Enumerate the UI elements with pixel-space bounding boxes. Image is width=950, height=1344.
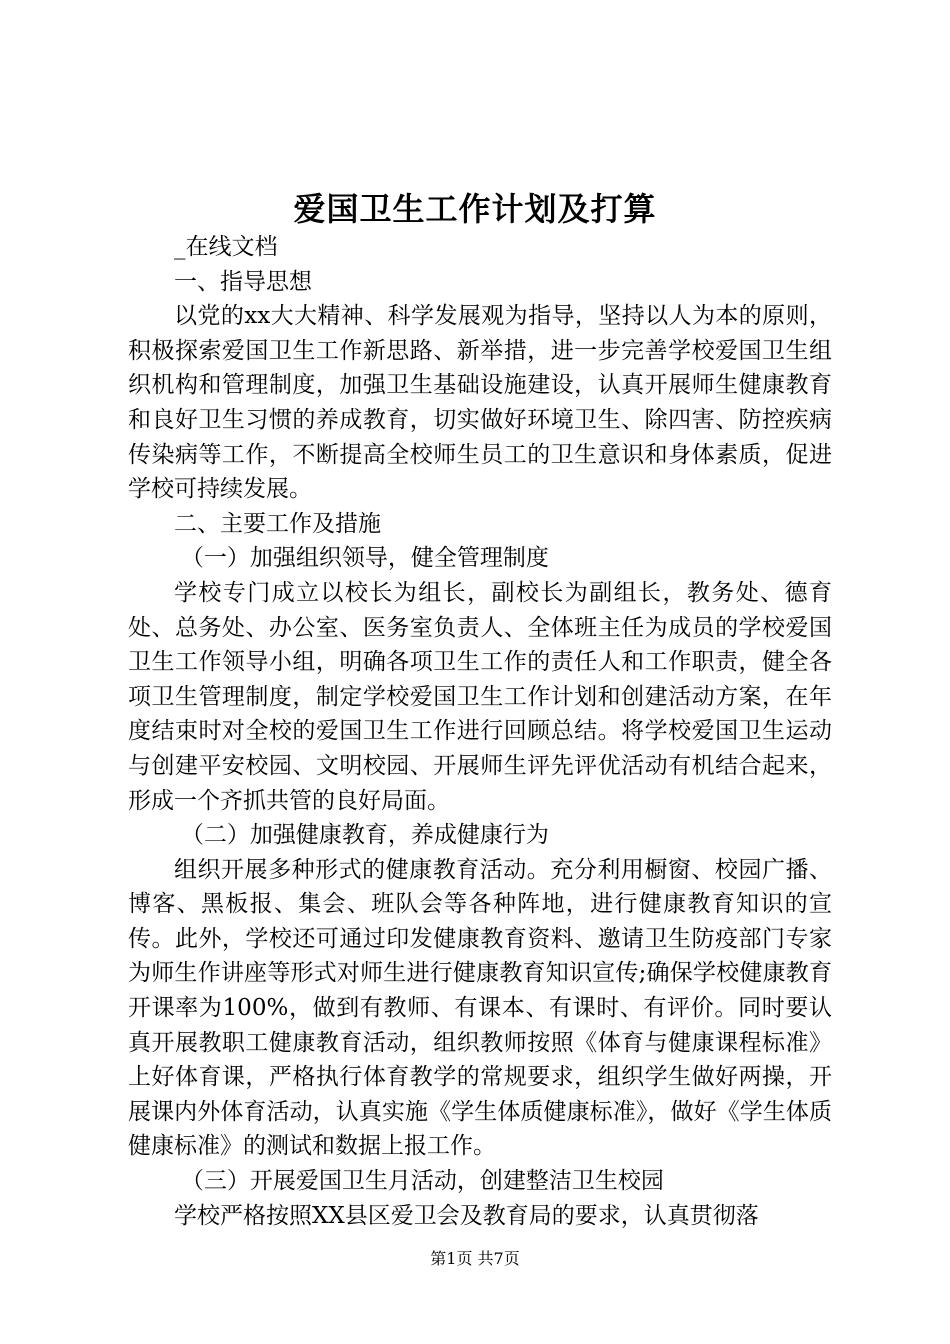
paragraph-health-education: 组织开展多种形式的健康教育活动。充分利用橱窗、校园广播、博客、黑板报、集会、班队会等各种阵地，进行健康教育知识的宣传。此外，学校还可通过印发健康教育资料、邀请卫生防疫部门专家为师生作讲座等形式对师生进行健康教育知识宣传;确保学校健康教育开课率为100%，做到有教师、有课本、有课时、有评价。同时要认真开展教职工健康教育活动，组织教师按照《体育与健康课程标准》上好体育课，严格执行体育教学的常规要求，组织学生做好两操，开展课内外体育活动，认真实施《学生体质健康标准》，做好《学生体质健康标准》的测试和数据上报工作。 [128,856,832,1160]
document-body [128,230,832,1233]
paragraph-guiding-thought: 以党的xx大大精神、科学发展观为指导，坚持以人为本的原则，积极探索爱国卫生工作新思路、新举措，进一步完善学校爱国卫生组织机构和管理制度，加强卫生基础设施建设，认真开展师生健康教育和良好卫生习惯的养成教育，切实做好环境卫生、除四害、防控疾病传染病等工作，不断提高全校师生员工的卫生意识和身体素质，促进学校可持续发展。 [128,303,832,503]
section-heading-2: 二、主要工作及措施 [174,510,381,537]
paragraph-organization: 学校专门成立以校长为组长，副校长为副组长，教务处、德育处、总务处、办公室、医务室负责人、全体班主任为成员的学校爱国卫生工作领导小组，明确各项卫生工作的责任人和工作职责，健全各项卫生管理制度，制定学校爱国卫生工作计划和创建活动方案，在年度结束时对全校的爱国卫生工作进行回顾总结。将学校爱国卫生运动与创建平安校园、文明校园、开展师生评先评优活动有机结合起来，形成一个齐抓共管的良好局面。 [128,579,832,814]
document-title: 爱国卫生工作计划及打算 [293,190,657,228]
section-heading-1: 一、指导思想 [174,268,312,295]
paragraph-hygiene-month: 学校严格按照XX县区爱卫会及教育局的要求，认真贯彻落 [174,1202,759,1229]
page-footer: 第1页 共7页 [430,1249,520,1268]
source-note: _在线文档 [174,234,278,260]
subsection-heading-3: （三）开展爱国卫生月活动，创建整洁卫生校园 [180,1168,664,1195]
subsection-heading-1: （一）加强组织领导，健全管理制度 [180,545,549,572]
subsection-heading-2: （二）加强健康教育，养成健康行为 [180,822,549,849]
